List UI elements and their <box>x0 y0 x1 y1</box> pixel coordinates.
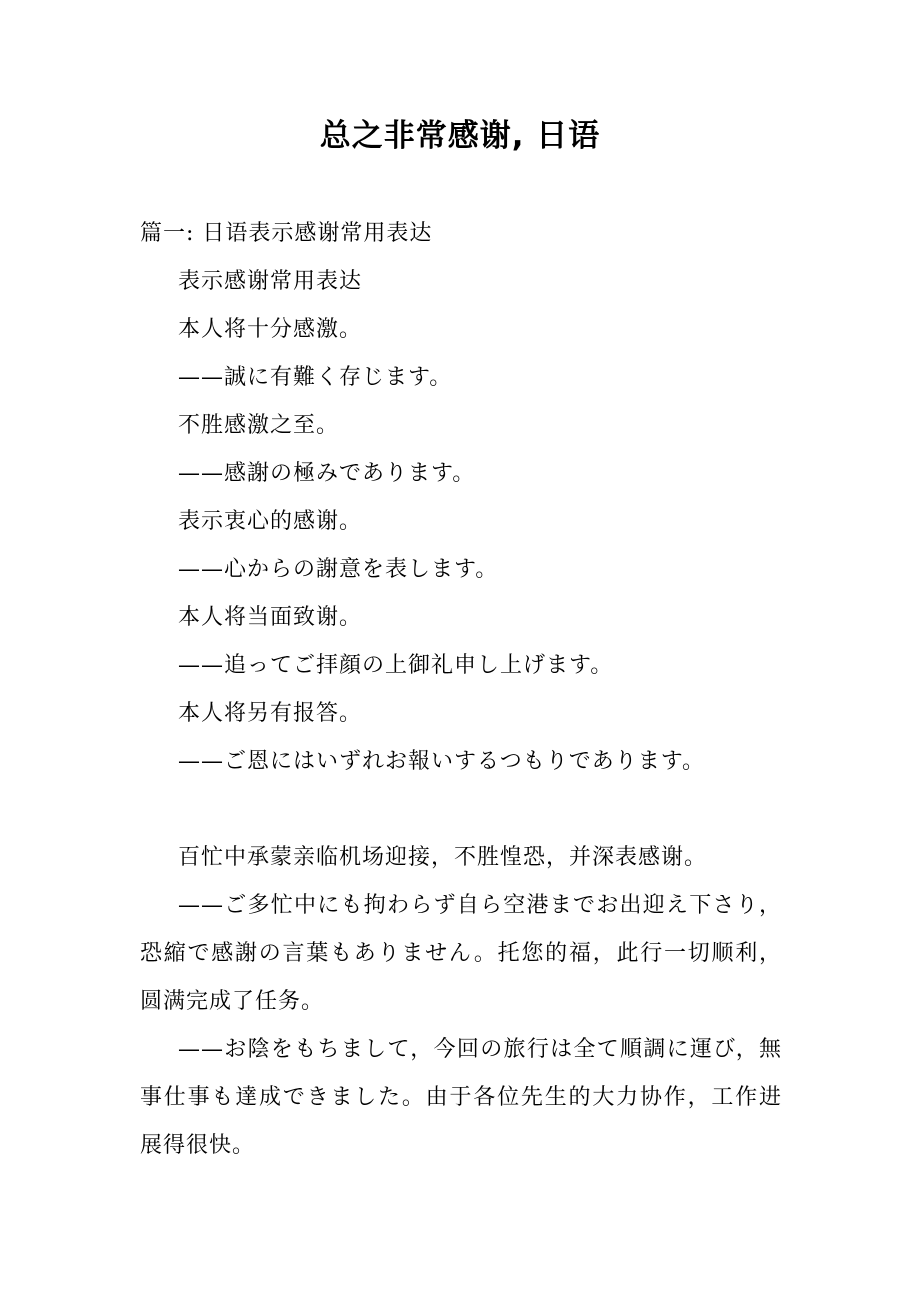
text-line: ——ご恩にはいずれお報いするつもりであります。 <box>178 749 706 774</box>
text-line: 本人将另有报答。 <box>178 701 363 726</box>
text-line: 表示衷心的感谢。 <box>178 509 363 534</box>
text-line: ——心からの謝意を表します。 <box>178 557 499 582</box>
text-line: ——追ってご拝顔の上御礼申し上げます。 <box>178 653 614 678</box>
text-line: ——感謝の極みであります。 <box>178 461 476 486</box>
paragraph-gap <box>140 786 782 834</box>
text-line: 不胜感激之至。 <box>178 413 340 438</box>
text-line: 本人将十分感激。 <box>178 317 363 342</box>
text-line: ——誠に有難く存じます。 <box>178 365 453 390</box>
paragraph: 百忙中承蒙亲临机场迎接，不胜惶恐，并深表感谢。 <box>178 845 708 870</box>
paragraph: ——ご多忙中にも拘わらず自ら空港までお出迎え下さり，恐縮で感謝の言葉もありません。托您的福，此行一切顺利，圆满完成了任务。 <box>140 893 782 1014</box>
section-heading: 篇一: 日语表示感谢常用表达 <box>140 221 433 246</box>
document-title: 总之非常感谢, 日语 <box>319 118 601 154</box>
text-line: 表示感谢常用表达 <box>178 269 363 294</box>
paragraph: ——お陰をもちまして，今回の旅行は全て順調に運び，無事仕事も達成できました。由于各位先生的大力协作，工作进展得很快。 <box>140 1037 782 1158</box>
text-line: 本人将当面致谢。 <box>178 605 363 630</box>
document-body <box>140 210 782 1170</box>
